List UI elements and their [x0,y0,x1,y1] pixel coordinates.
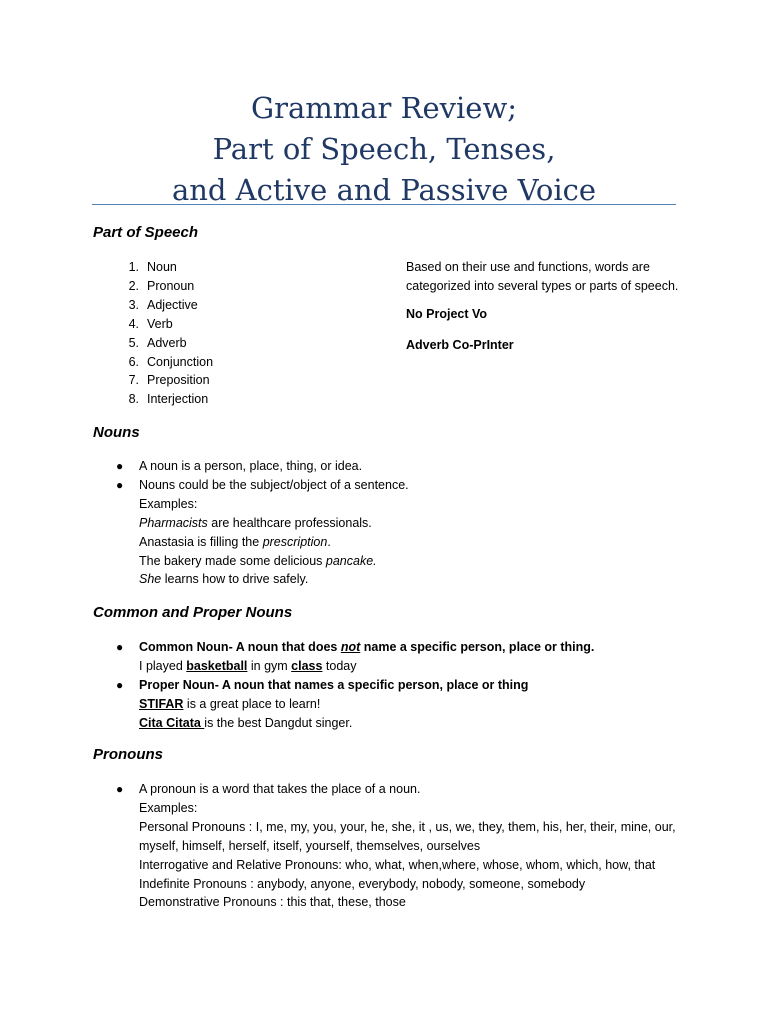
example-noun: She [139,572,162,587]
example-text: today [322,658,357,673]
pronouns-list [116,780,682,912]
list-item [112,371,213,390]
noun-example-4 [139,570,716,589]
list-label: Conjunction [147,354,214,369]
example-text: . [327,534,331,549]
list-item [116,780,682,912]
example-noun: pancake. [325,553,377,568]
example-noun: Cita Citata [139,715,205,730]
mnemonic-1: No Project Vo [406,306,488,321]
proper-noun-example-1 [139,695,716,714]
proper-noun-example-2 [139,714,716,733]
example-text: is the best Dangdut singer. [204,715,353,730]
list-number: 5. [128,335,139,350]
heading-common-proper-nouns: Common and Proper Nouns [93,604,293,621]
list-item [112,296,213,315]
description-text: Based on their use and functions, words are categorized into several types or parts of speech. [406,260,679,293]
heading-nouns: Nouns [93,424,140,441]
list-item [112,315,213,334]
document-title [92,88,676,211]
noun-example-1 [139,514,716,533]
list-label: Interjection [147,392,209,407]
bullet-icon: ● [116,640,124,654]
interrogative-relative-pronouns: Interrogative and Relative Pronouns: who, what, when,where, whose, whom, which, how, that [139,857,656,872]
noun-example-3 [139,552,716,571]
example-noun: prescription [262,534,328,549]
example-text: in gym [247,658,292,673]
bullet-icon: ● [116,477,124,492]
bullet-icon: ● [116,677,124,692]
nouns-list [116,457,716,589]
list-item [112,353,213,372]
list-item [112,277,213,296]
heading-pronouns: Pronouns [93,746,163,763]
list-label: Adverb [147,335,187,350]
example-text: Anastasia is filling the [139,534,263,549]
list-item [116,476,716,589]
example-noun: basketball [186,658,248,673]
list-number: 3. [128,297,139,312]
example-text: learns how to drive safely. [161,572,309,587]
definition-text: name a specific person, place or thing. [360,640,595,654]
list-item [116,676,716,733]
heading-part-of-speech: Part of Speech [93,224,199,241]
title-line-2: Part of Speech, Tenses, [212,132,556,166]
bullet-icon: ● [116,459,124,473]
demonstrative-pronouns: Demonstrative Pronouns : this that, these, those [139,895,406,910]
emphasis-not: not [340,640,361,654]
list-number: 8. [128,392,139,407]
list-item [116,638,716,676]
example-text: is a great place to learn! [183,696,321,711]
list-label: Verb [147,316,173,331]
example-text: The bakery made some delicious [139,553,326,568]
proper-noun-definition: Proper Noun- A noun that names a specific person, place or thing [139,677,529,692]
example-noun: class [291,658,323,673]
pronoun-definition: A pronoun is a word that takes the place of a noun. [139,782,421,796]
part-of-speech-description [406,258,696,355]
list-item [116,457,716,476]
list-item [112,334,213,353]
title-line-1: Grammar Review; [250,91,518,125]
common-noun-definition [139,638,716,657]
example-text: I played [139,658,187,673]
part-of-speech-list [112,258,213,409]
common-noun-example [139,657,716,676]
list-number: 7. [128,373,139,388]
list-item [112,390,213,409]
list-label: Adjective [147,297,198,312]
mnemonic-2: Adverb Co-PrInter [406,337,514,352]
noun-role: Nouns could be the subject/object of a sentence. [139,477,409,492]
list-item [112,258,213,277]
list-number: 4. [128,316,139,331]
indefinite-pronouns: Indefinite Pronouns : anybody, anyone, everybody, nobody, someone, somebody [139,876,586,891]
common-proper-list [116,638,716,733]
definition-text: Common Noun- A noun that does [139,640,341,654]
example-noun: STIFAR [139,696,184,711]
personal-pronouns: Personal Pronouns : I, me, my, you, your, he, she, it , us, we, they, them, his, her, their, mine, our, myself, himself, herself, itself, yourself, themselves, ourselves [139,819,676,853]
list-number: 1. [128,260,139,274]
bullet-icon: ● [116,782,124,796]
example-text: are healthcare professionals. [207,515,372,530]
list-number: 2. [128,278,139,293]
noun-example-2 [139,533,716,552]
list-label: Noun [147,260,177,274]
list-number: 6. [128,354,139,369]
list-label: Preposition [147,373,210,388]
title-divider [92,204,676,205]
examples-label: Examples: [139,496,198,511]
examples-label: Examples: [139,800,198,815]
list-label: Pronoun [147,278,195,293]
noun-definition: A noun is a person, place, thing, or idea. [139,459,363,473]
title-line-3: and Active and Passive Voice [171,173,597,207]
example-noun: Pharmacists [139,515,208,530]
